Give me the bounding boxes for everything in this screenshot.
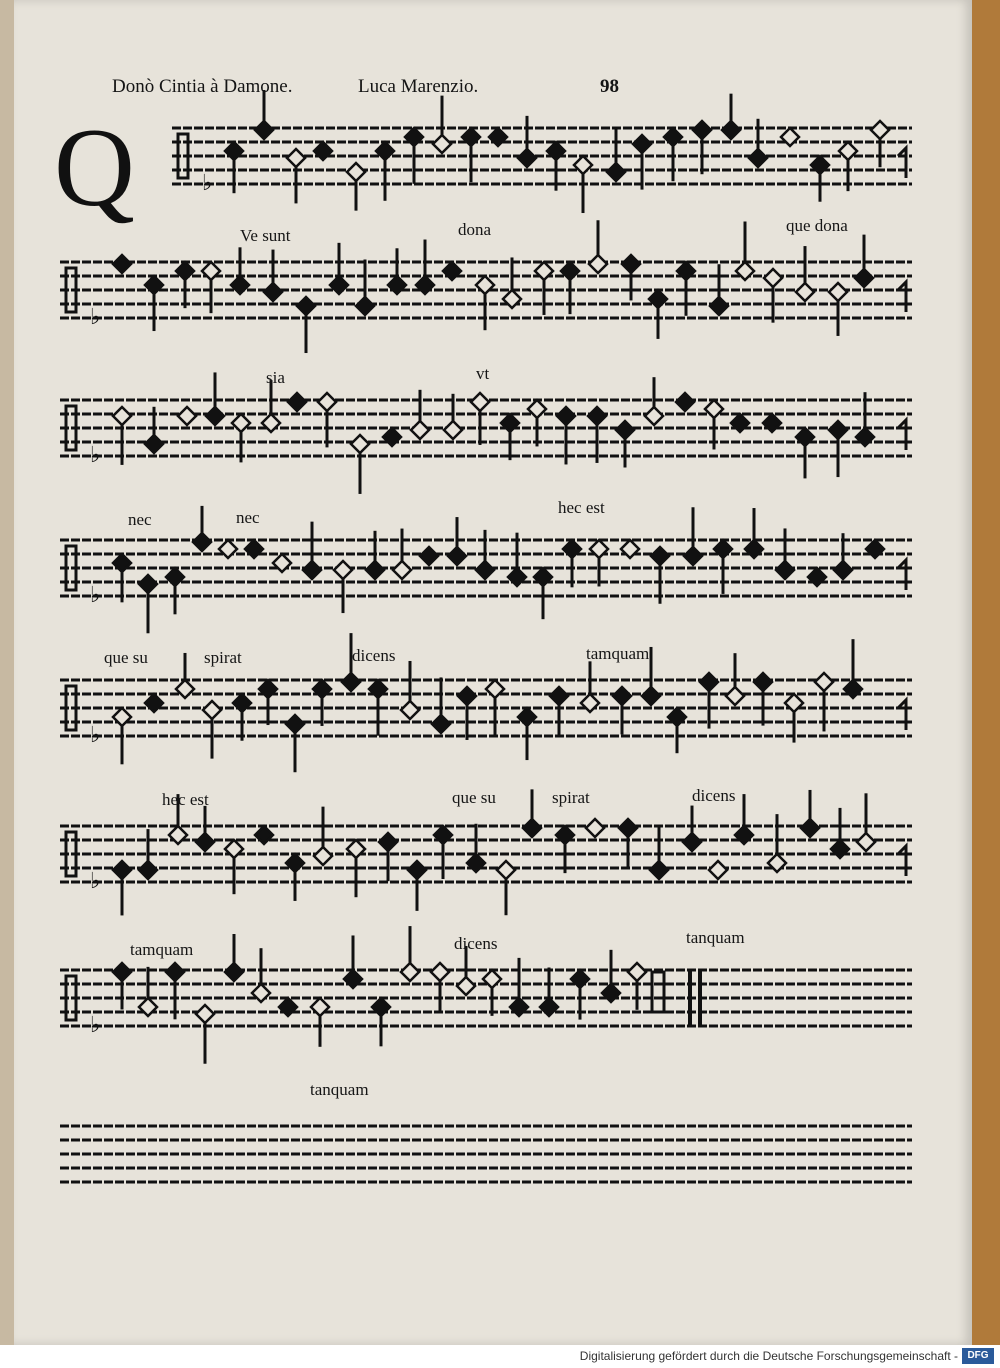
- lyric: nec: [128, 510, 152, 529]
- note-head: [431, 963, 449, 981]
- note-head: [203, 701, 221, 719]
- note-head: [683, 833, 701, 851]
- note-head: [829, 421, 847, 439]
- note-head: [622, 255, 640, 273]
- note-head: [650, 861, 668, 879]
- note-head: [557, 407, 575, 425]
- lyric: dicens: [692, 786, 736, 805]
- note-head: [255, 121, 273, 139]
- note-head: [444, 421, 462, 439]
- lyric: hec est: [558, 498, 605, 517]
- note-head: [408, 861, 426, 879]
- note-head: [764, 269, 782, 287]
- note-head: [393, 561, 411, 579]
- note-head: [619, 819, 637, 837]
- decorated-initial: Q: [54, 106, 135, 230]
- note-head: [366, 561, 384, 579]
- note-head: [726, 687, 744, 705]
- note-head: [347, 163, 365, 181]
- custos-icon: [898, 282, 906, 312]
- note-head: [651, 547, 669, 565]
- note-head: [193, 533, 211, 551]
- lyric: Ve sunt: [240, 226, 291, 245]
- note-head: [411, 421, 429, 439]
- flat-icon: ♭: [202, 171, 213, 196]
- note-head: [288, 393, 306, 411]
- note-head: [318, 393, 336, 411]
- lyric: spirat: [204, 648, 242, 667]
- note-head: [613, 687, 631, 705]
- lyric: sia: [266, 368, 285, 387]
- piece-title: Donò Cintia à Damone.: [112, 76, 293, 97]
- custos-icon: [898, 148, 906, 178]
- lyric: tamquam: [130, 940, 194, 959]
- note-head: [448, 547, 466, 565]
- note-head: [829, 283, 847, 301]
- lyric: tamquam: [586, 644, 650, 663]
- note-head: [287, 149, 305, 167]
- note-head: [342, 673, 360, 691]
- note-head: [113, 963, 131, 981]
- custos-icon: [898, 846, 906, 876]
- note-head: [754, 673, 772, 691]
- composer-name: Luca Marenzio.: [358, 76, 479, 97]
- note-head: [586, 819, 604, 837]
- note-head: [471, 393, 489, 411]
- note-head: [749, 149, 767, 167]
- note-head: [776, 561, 794, 579]
- note-head: [801, 819, 819, 837]
- custos-icon: [898, 420, 906, 450]
- lyric: dicens: [352, 646, 396, 665]
- note-head: [855, 269, 873, 287]
- note-head: [351, 435, 369, 453]
- note-head: [700, 673, 718, 691]
- note-head: [432, 715, 450, 733]
- note-head: [334, 561, 352, 579]
- note-head: [166, 963, 184, 981]
- note-head: [458, 687, 476, 705]
- flat-icon: ♭: [90, 443, 101, 468]
- note-head: [518, 149, 536, 167]
- note-head: [633, 135, 651, 153]
- note-head: [476, 561, 494, 579]
- note-head: [693, 121, 711, 139]
- page-number: 98: [600, 76, 619, 97]
- funding-credit: Digitalisierung gefördert durch die Deutsche Forschungsgemeinschaft -: [579, 1349, 958, 1363]
- note-head: [684, 547, 702, 565]
- lyric: dona: [458, 220, 492, 239]
- lyric: hec est: [162, 790, 209, 809]
- note-head: [497, 861, 515, 879]
- final-longa-icon: [652, 972, 664, 1012]
- lyric: nec: [236, 508, 260, 527]
- lyric: spirat: [552, 788, 590, 807]
- note-head: [303, 561, 321, 579]
- lyric: tanquam: [310, 1080, 369, 1099]
- note-head: [178, 407, 196, 425]
- note-head: [297, 297, 315, 315]
- note-head: [871, 121, 889, 139]
- flat-icon: ♭: [90, 1013, 101, 1038]
- note-head: [834, 561, 852, 579]
- note-head: [196, 833, 214, 851]
- note-head: [645, 407, 663, 425]
- lyric: que su: [104, 648, 148, 667]
- note-head: [589, 255, 607, 273]
- note-head: [588, 407, 606, 425]
- note-head: [710, 297, 728, 315]
- note-head: [420, 547, 438, 565]
- note-head: [196, 1005, 214, 1023]
- note-head: [676, 393, 694, 411]
- note-head: [314, 847, 332, 865]
- note-head: [523, 819, 541, 837]
- custos-icon: [898, 560, 906, 590]
- digitization-footer: [0, 1345, 1000, 1368]
- lyric: vt: [476, 364, 490, 383]
- flat-icon: ♭: [90, 583, 101, 608]
- note-head: [113, 407, 131, 425]
- note-head: [139, 861, 157, 879]
- flat-icon: ♭: [90, 723, 101, 748]
- note-head: [709, 861, 727, 879]
- note-head: [457, 977, 475, 995]
- note-head: [139, 575, 157, 593]
- note-head: [642, 687, 660, 705]
- note-head: [857, 833, 875, 851]
- note-head: [225, 963, 243, 981]
- note-head: [607, 163, 625, 181]
- note-head: [550, 687, 568, 705]
- lyric: dicens: [454, 934, 498, 953]
- note-head: [796, 283, 814, 301]
- lyric: tanquam: [686, 928, 745, 947]
- lyric: que dona: [786, 216, 848, 235]
- note-head: [356, 297, 374, 315]
- note-head: [264, 283, 282, 301]
- dfg-logo-icon: DFG: [962, 1348, 994, 1364]
- note-head: [286, 715, 304, 733]
- note-head: [815, 673, 833, 691]
- note-head: [722, 121, 740, 139]
- note-head: [401, 963, 419, 981]
- note-head: [145, 435, 163, 453]
- note-head: [616, 421, 634, 439]
- note-head: [379, 833, 397, 851]
- note-head: [206, 407, 224, 425]
- flat-icon: ♭: [90, 869, 101, 894]
- flat-icon: ♭: [90, 305, 101, 330]
- note-head: [113, 255, 131, 273]
- note-head: [433, 135, 451, 153]
- note-head: [628, 963, 646, 981]
- note-head: [401, 701, 419, 719]
- note-head: [113, 861, 131, 879]
- custos-icon: [898, 700, 906, 730]
- lyric: que su: [452, 788, 496, 807]
